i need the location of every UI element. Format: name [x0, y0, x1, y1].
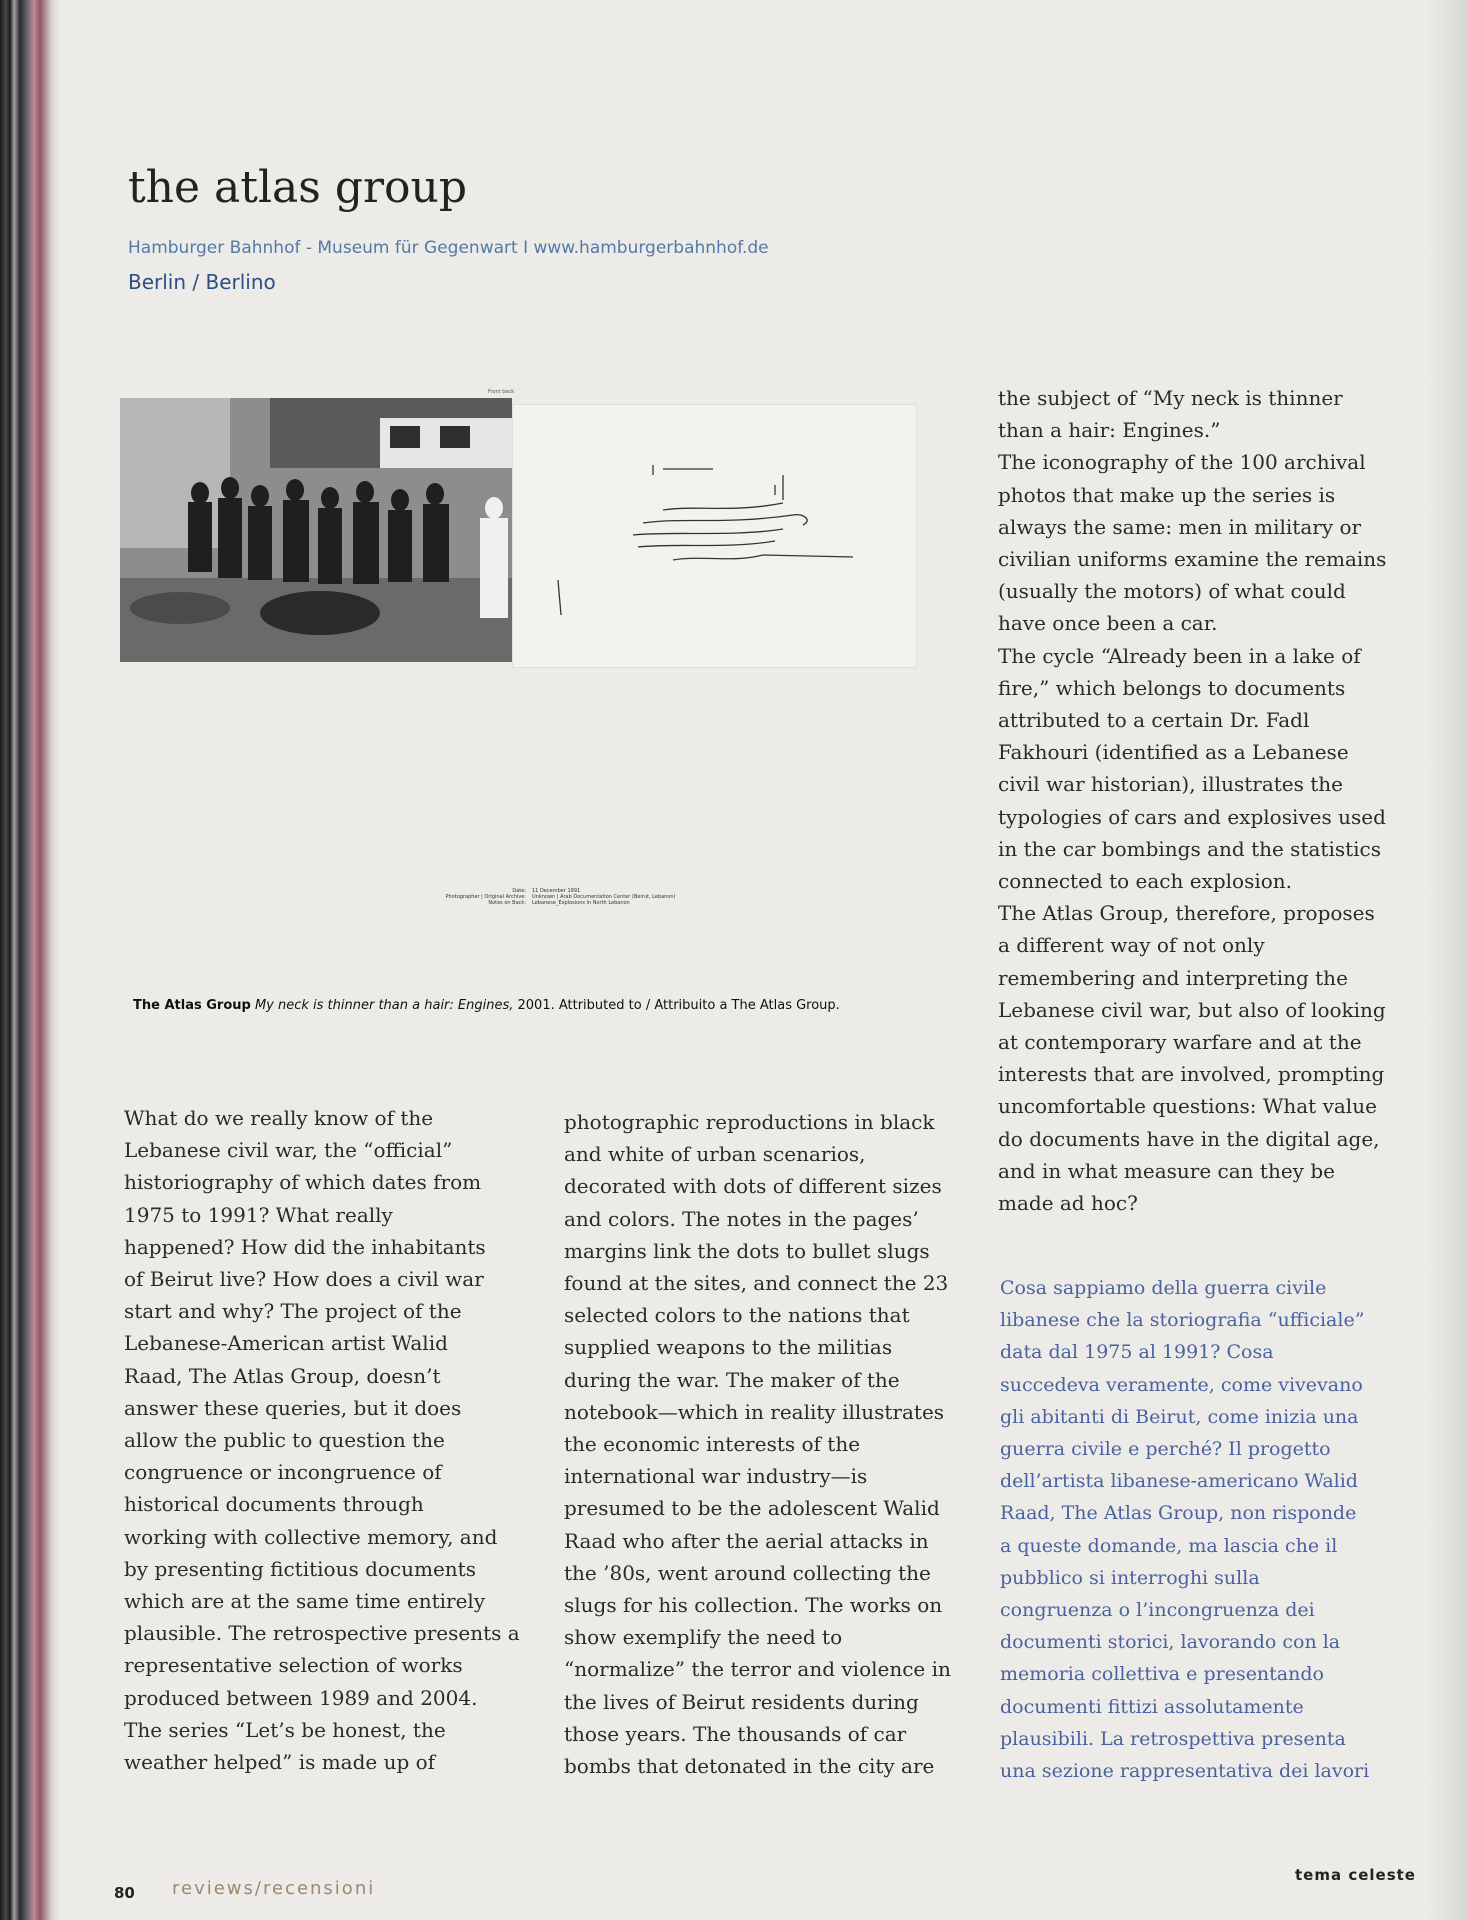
meta-key: Date:	[512, 888, 526, 894]
caption-artist: The Atlas Group	[133, 998, 251, 1013]
text-line: do documents have in the digital age,	[998, 1126, 1380, 1151]
caption-title: My neck is thinner than a hair: Engines,	[254, 998, 514, 1013]
text-line: produced between 1989 and 2004.	[124, 1685, 478, 1710]
crowd-photo-illustration	[120, 398, 512, 662]
meta-key: Photographer | Original Archive:	[445, 894, 526, 900]
text-line: The cycle “Already been in a lake of	[998, 643, 1361, 668]
text-line: supplied weapons to the militias	[564, 1335, 893, 1360]
page-edge-shadow	[1427, 0, 1467, 1920]
text-line: typologies of cars and explosives used	[998, 804, 1386, 829]
meta-value: Lebanese_Explosions in North Lebanon	[532, 900, 630, 906]
text-line: photos that make up the series is	[998, 482, 1336, 507]
text-line: 1975 to 1991? What really	[124, 1202, 393, 1227]
text-line: succedeva veramente, come vivevano	[1000, 1373, 1363, 1396]
handwritten-notes-illustration	[513, 405, 916, 667]
text-line: made ad hoc?	[998, 1191, 1138, 1216]
text-line: allow the public to question the	[124, 1428, 445, 1453]
text-line: civil war historian), illustrates the	[998, 772, 1344, 797]
text-line: uncomfortable questions: What value	[998, 1094, 1377, 1119]
text-line: and white of urban scenarios,	[564, 1142, 866, 1167]
text-line: guerra civile e perché? Il progetto	[1000, 1438, 1331, 1461]
text-line: happened? How did the inhabitants	[124, 1234, 486, 1259]
text-line: attributed to a certain Dr. Fadl	[998, 708, 1310, 733]
text-line: selected colors to the nations that	[564, 1303, 910, 1328]
text-line: What do we really know of the	[124, 1106, 434, 1130]
meta-row	[400, 900, 730, 906]
text-line: the economic interests of the	[564, 1432, 861, 1457]
text-line: have once been a car.	[998, 611, 1218, 636]
text-line: a queste domande, ma lascia che il	[1000, 1534, 1338, 1557]
text-line: during the war. The maker of the	[564, 1367, 900, 1392]
meta-value: 11 December 1991	[532, 888, 581, 894]
text-line: interests that are involved, prompting	[998, 1062, 1385, 1087]
text-line: bombs that detonated in the city are	[564, 1754, 935, 1779]
magazine-name: tema celeste	[1295, 1866, 1416, 1884]
text-line: The Atlas Group, therefore, proposes	[998, 901, 1375, 926]
text-line: memoria collettiva e presentando	[1000, 1663, 1324, 1686]
article-column-1	[124, 1102, 544, 1778]
text-line: a different way of not only	[998, 933, 1265, 958]
text-line: Fakhouri (identified as a Lebanese	[998, 740, 1349, 765]
text-line: answer these queries, but it does	[124, 1395, 462, 1420]
text-line: civilian uniforms examine the remains	[998, 547, 1387, 572]
venue-line: Hamburger Bahnhof - Museum für Gegenwart I www.hamburgerbahnhof.de	[128, 238, 769, 258]
text-line: libanese che la storiografia “ufficiale”	[1000, 1309, 1365, 1332]
caption-rest: 2001. Attributed to / Attribuito a The Atlas Group.	[513, 998, 840, 1013]
text-line: working with collective memory, and	[124, 1524, 498, 1549]
text-line: Raad, The Atlas Group, doesn’t	[124, 1363, 441, 1388]
text-line: fire,” which belongs to documents	[998, 675, 1346, 700]
text-line: plausible. The retrospective presents a	[124, 1621, 520, 1646]
text-line: Lebanese-American artist Walid	[124, 1331, 448, 1356]
text-line: Lebanese civil war, the “official”	[124, 1138, 453, 1163]
text-line: the subject of “My neck is thinner	[998, 386, 1343, 410]
text-line: congruence or incongruence of	[124, 1460, 442, 1485]
text-line: photographic reproductions in black	[564, 1110, 935, 1134]
text-line: representative selection of works	[124, 1653, 463, 1678]
text-line: found at the sites, and connect the 23	[564, 1271, 949, 1296]
text-line: at contemporary warfare and at the	[998, 1030, 1362, 1055]
text-line: than a hair: Engines.”	[998, 418, 1221, 443]
text-line: slugs for his collection. The works on	[564, 1593, 943, 1618]
article-column-3	[998, 382, 1418, 1219]
text-line: data dal 1975 al 1991? Cosa	[1000, 1341, 1274, 1364]
text-line: documenti fittizi assolutamente	[1000, 1695, 1304, 1718]
text-line: Cosa sappiamo della guerra civile	[1000, 1277, 1327, 1299]
text-line: historiography of which dates from	[124, 1170, 482, 1195]
text-line: The iconography of the 100 archival	[998, 450, 1366, 475]
text-line: start and why? The project of the	[124, 1299, 462, 1324]
book-binding-edge	[0, 0, 60, 1920]
archival-photo-back	[512, 404, 917, 668]
text-line: documenti storici, lavorando con la	[1000, 1631, 1341, 1654]
text-line: decorated with dots of different sizes	[564, 1174, 942, 1199]
text-line: Lebanese civil war, but also of looking	[998, 997, 1386, 1022]
text-line: margins link the dots to bullet slugs	[564, 1238, 930, 1263]
photo-metadata	[400, 888, 730, 906]
article-title: the atlas group	[128, 162, 468, 213]
text-line: The series “Let’s be honest, the	[124, 1717, 446, 1742]
front-back-label: Front back	[488, 389, 515, 395]
meta-value: Unknown | Arab Documentation Center (Beirut, Lebanon)	[532, 894, 676, 900]
text-line: gli abitanti di Beirut, come inizia una	[1000, 1405, 1359, 1428]
text-line: notebook—which in reality illustrates	[564, 1399, 945, 1424]
text-line: international war industry—is	[564, 1464, 868, 1489]
text-line: pubblico si interroghi sulla	[1000, 1566, 1260, 1589]
text-line: weather helped” is made up of	[124, 1750, 436, 1775]
text-line: of Beirut live? How does a civil war	[124, 1267, 484, 1292]
text-line: una sezione rappresentativa dei lavori	[1000, 1760, 1370, 1783]
text-line: connected to each explosion.	[998, 869, 1293, 894]
text-line: by presenting fictitious documents	[124, 1556, 476, 1581]
archival-photo-front	[120, 398, 512, 662]
text-line: dell’artista libanese-americano Walid	[1000, 1470, 1358, 1493]
text-line: the ’80s, went around collecting the	[564, 1560, 931, 1585]
text-line: and colors. The notes in the pages’	[564, 1206, 919, 1231]
text-line: presumed to be the adolescent Walid	[564, 1496, 940, 1521]
page-number: 80	[114, 1884, 135, 1902]
text-line: historical documents through	[124, 1492, 424, 1517]
figure-caption	[133, 998, 840, 1013]
italian-text-column	[1000, 1272, 1420, 1787]
text-line: Raad who after the aerial attacks in	[564, 1528, 929, 1553]
text-line: and in what measure can they be	[998, 1158, 1335, 1183]
text-line: congruenza o l’incongruenza dei	[1000, 1599, 1315, 1622]
text-line: “normalize” the terror and violence in	[564, 1657, 951, 1682]
meta-key: Notes on Back:	[488, 900, 526, 906]
text-line: those years. The thousands of car	[564, 1721, 907, 1746]
text-line: always the same: men in military or	[998, 514, 1362, 539]
text-line: Raad, The Atlas Group, non risponde	[1000, 1502, 1357, 1525]
text-line: in the car bombings and the statistics	[998, 836, 1381, 861]
article-column-2	[564, 1106, 964, 1782]
text-line: which are at the same time entirely	[124, 1589, 486, 1614]
text-line: remembering and interpreting the	[998, 965, 1348, 990]
section-label: reviews/recensioni	[172, 1878, 376, 1899]
text-line: show exemplify the need to	[564, 1625, 843, 1650]
text-line: plausibili. La retrospettiva presenta	[1000, 1727, 1346, 1750]
text-line: the lives of Beirut residents during	[564, 1689, 919, 1714]
text-line: (usually the motors) of what could	[998, 579, 1346, 604]
city-line: Berlin / Berlino	[128, 270, 276, 294]
